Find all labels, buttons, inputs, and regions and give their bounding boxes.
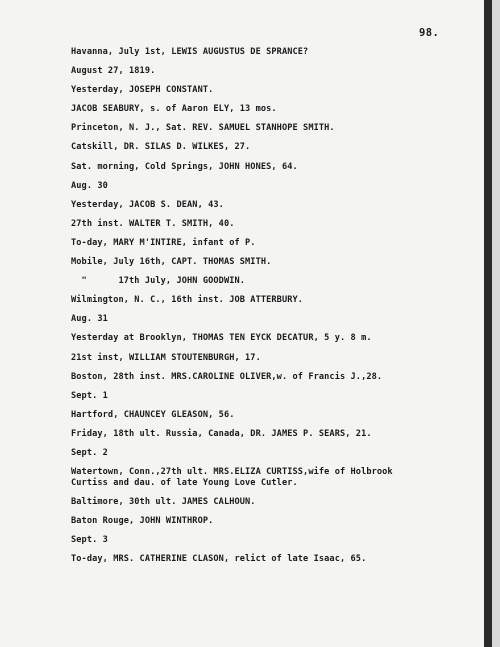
- entry-line: To-day, MRS. CATHERINE CLASON, relict of late Isaac, 65.: [71, 553, 367, 564]
- entry-line: To-day, MARY M'INTIRE, infant of P.: [71, 237, 256, 248]
- entry-line: Yesterday, JACOB S. DEAN, 43.: [71, 199, 224, 210]
- entry-line: 21st inst, WILLIAM STOUTENBURGH, 17.: [71, 352, 261, 363]
- entry-line: Yesterday at Brooklyn, THOMAS TEN EYCK DECATUR, 5 y. 8 m.: [71, 333, 372, 344]
- entry-line: Sept. 2: [71, 447, 108, 458]
- entry-line: Sat. morning, Cold Springs, JOHN HONES, 64.: [71, 161, 298, 172]
- page-edge-shadow: [484, 0, 492, 647]
- entry-line: Sept. 3: [71, 534, 108, 545]
- entry-line: Havanna, July 1st, LEWIS AUGUSTUS DE SPRANCE?: [71, 47, 309, 57]
- entry-line: Catskill, DR. SILAS D. WILKES, 27.: [71, 142, 251, 153]
- entry-line: Baltimore, 30th ult. JAMES CALHOUN.: [71, 496, 256, 507]
- entry-line: JACOB SEABURY, s. of Aaron ELY, 13 mos.: [71, 104, 277, 115]
- entry-line: Mobile, July 16th, CAPT. THOMAS SMITH.: [71, 257, 272, 268]
- entry-line: " 17th July, JOHN GOODWIN.: [71, 276, 246, 287]
- obituary-entries: [71, 47, 471, 564]
- entry-line: Princeton, N. J., Sat. REV. SAMUEL STANHOPE SMITH.: [71, 123, 335, 134]
- entry-line: Sept. 1: [71, 390, 108, 401]
- entry-line: Yesterday, JOSEPH CONSTANT.: [71, 85, 214, 96]
- entry-line: Boston, 28th inst. MRS.CAROLINE OLIVER,w. of Francis J.,28.: [71, 371, 383, 382]
- entry-line: Baton Rouge, JOHN WINTHROP.: [71, 515, 214, 526]
- entry-line: Aug. 30: [71, 180, 108, 191]
- entry-line: 27th inst. WALTER T. SMITH, 40.: [71, 218, 235, 229]
- page-number: 98.: [419, 27, 440, 39]
- entry-line: Hartford, CHAUNCEY GLEASON, 56.: [71, 409, 235, 420]
- entry-line: August 27, 1819.: [71, 66, 156, 77]
- entry-line: Aug. 31: [71, 314, 108, 325]
- entry-line: Wilmington, N. C., 16th inst. JOB ATTERBURY.: [71, 295, 304, 306]
- entry-line: Friday, 18th ult. Russia, Canada, DR. JAMES P. SEARS, 21.: [71, 428, 372, 439]
- entry-line: Watertown, Conn.,27th ult. MRS.ELIZA CURTISS,wife of Holbrook Curtiss and dau. of late Young Love Cutler.: [71, 467, 393, 488]
